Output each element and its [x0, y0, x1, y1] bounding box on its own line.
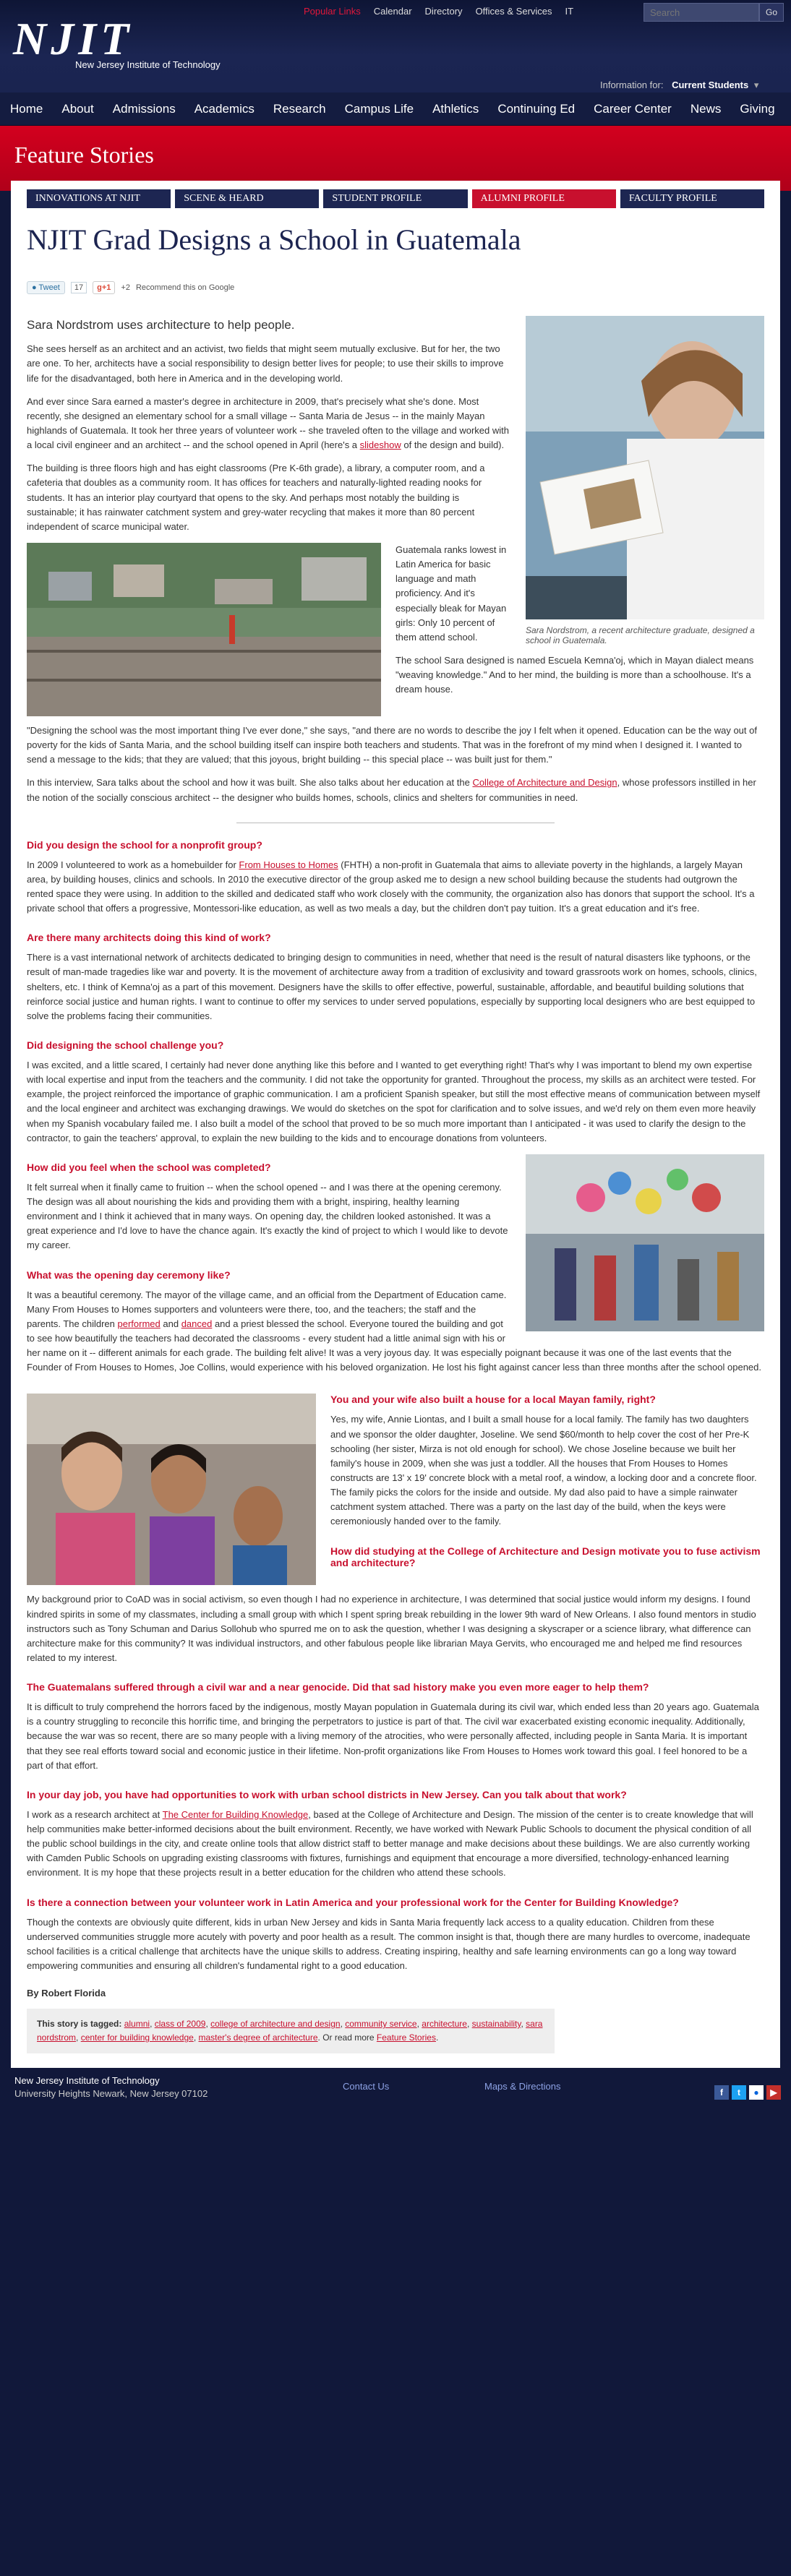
- tags-label: This story is tagged:: [37, 2019, 122, 2030]
- tab-scene-heard[interactable]: SCENE & HEARD: [175, 189, 319, 208]
- portrait-caption: Sara Nordstrom, a recent architecture graduate, designed a school in Guatemala.: [526, 625, 755, 645]
- flickr-icon[interactable]: ●: [749, 2085, 764, 2100]
- para-7: [27, 776, 764, 804]
- byline: By Robert Florida: [27, 1988, 106, 1999]
- answer-5-and: and: [160, 1318, 181, 1329]
- family-image: [27, 1394, 316, 1585]
- nav-home[interactable]: Home: [10, 101, 43, 116]
- question-7: How did studying at the College of Architecture and Design motivate you to fuse activism and architecture?: [330, 1545, 761, 1568]
- para-7-text: In this interview, Sara talks about the school and how it was built. She also talks about her education at the: [27, 777, 470, 789]
- answer-10: Though the contexts are obviously quite different, kids in urban New Jersey and kids in Santa Maria frequently lack access to a quality education. Children from these underserved communities struggle more acutely with poverty and poor health as a result. The common insight is that, though there are many hurdles to overcome, inadequate school facilities is a critical challenge that architects have the unique skills to address. Creating inspiring, healthy and safe learning environments can go a long way toward empowering communities and ensuring all children's fundamental right to a good education.: [27, 1916, 751, 1971]
- calendar-link[interactable]: Calendar: [373, 6, 412, 17]
- directory-link[interactable]: Directory: [424, 6, 463, 17]
- offices-link[interactable]: Offices & Services: [475, 6, 552, 17]
- answer-5-text: and a priest blessed the school. Everyone toured the building and got to see how beautifully the teachers had decorated the classrooms - every student had a little animal sign with his or her name on it -- different animals for each grade. The building felt alive! It was a very joyous day. It was especially poignant because it was one of the last events that the Founder of From Houses to Homes, Joe Collins, would experience with his beloved organization. He lost his fight against cancer less than three months after the school opened.: [27, 1318, 761, 1373]
- tab-student-profile[interactable]: STUDENT PROFILE: [323, 189, 467, 208]
- fhth-link[interactable]: From Houses to Homes: [239, 859, 338, 870]
- ceremony-figure: [526, 1154, 764, 1331]
- tag-link[interactable]: sara nordstrom: [37, 2019, 543, 2043]
- coad-link[interactable]: College of Architecture and Design: [472, 777, 617, 789]
- question-9: In your day job, you have had opportunities to work with urban school districts in New Jersey. Can you talk about that work?: [27, 1788, 627, 1800]
- twitter-icon[interactable]: t: [732, 2085, 746, 2100]
- answer-1-text: (FHTH) a non-profit in Guatemala that aims to alleviate poverty in the highlands, a largely Mayan area, by building houses, clinics and schools. In 2010 the executive director of the group asked me to design a new school building because the students had outgrown the rented space they were using. In addition to the skilled and dedicated staff who work closely with the community, the organization also has donors that support the school. It's a private school that offers a progressive, Montessori-like education, as well as two meals a day, but the children don't pay tuition. It's a great education and it's free.: [27, 859, 755, 914]
- article-lede: Sara Nordstrom uses architecture to help people.: [27, 318, 295, 332]
- danced-link[interactable]: danced: [181, 1318, 213, 1329]
- tag-link[interactable]: master's degree of architecture: [198, 2032, 318, 2043]
- village-construction-image: [27, 543, 381, 716]
- tag-link[interactable]: college of architecture and design: [210, 2019, 341, 2030]
- para-5: The school Sara designed is named Escuela Kemna'oj, which in Mayan dialect means "weaving knowledge." And to her mind, the building is more than a schoolhouse. It's a dream house.: [396, 655, 754, 695]
- answer-5-start: It was a beautiful ceremony. The mayor of the village came, and an official from the Department of Education came. Many From Houses to Homes supporters and volunteers were there, too, and the teachers; the staff and the parents. The children: [27, 1289, 507, 1329]
- nav-career-center[interactable]: Career Center: [594, 101, 672, 116]
- footer-name: New Jersey Institute of Technology: [14, 2075, 160, 2087]
- performed-link[interactable]: performed: [117, 1318, 161, 1329]
- search-input[interactable]: [644, 3, 759, 22]
- feature-stories-link[interactable]: Feature Stories: [376, 2032, 436, 2043]
- para-2-text: And ever since Sara earned a master's degree in architecture in 2009, that's precisely what she's done. Most recently, she designed an elementary school for a small village -- Santa Maria de Jesus -- in the mainly Mayan highlands of Guatemala. It took her three years of volunteer work -- she traveled often to the village and worked with a local civil engineer and an architect -- and the school opened in April (here's a: [27, 395, 509, 451]
- search-go-button[interactable]: Go: [759, 3, 784, 22]
- question-1: Did you design the school for a nonprofit group?: [27, 838, 262, 851]
- answer-1-start: In 2009 I volunteered to work as a homebuilder for: [27, 859, 236, 870]
- para-1: She sees herself as an architect and an activist, two fields that might seem mutually exclusive. But for her, the two are one. To her, architects have a social responsibility to design better lives for people; to use their skills to improve life for the disadvantaged, both here in America and in the developing world.: [27, 343, 504, 384]
- information-for[interactable]: [600, 80, 758, 91]
- twitter-icon: ●: [32, 283, 37, 292]
- footer-address: University Heights Newark, New Jersey 07102: [14, 2088, 208, 2100]
- article-title: NJIT Grad Designs a School in Guatemala: [27, 223, 521, 256]
- question-2: Are there many architects doing this kind of work?: [27, 932, 271, 944]
- maps-directions-link[interactable]: Maps & Directions: [484, 2081, 561, 2092]
- tab-alumni-profile[interactable]: ALUMNI PROFILE: [472, 189, 616, 208]
- answer-2: There is a vast international network of architects dedicated to bringing design to communities in need, whether that need is the result of natural disasters like typhoons, or the result of man-made tragedies like war and poverty. It is the movement of architecture away from a tradition of exclusivity and toward grassroots work on homes, schools, clinics, shelters, etc. I think of Kemna'oj as a part of this movement. Designers have the skills to offer effective, powerful, sustainable, affordable, and beautiful building solutions that reinforce social justice and human rights. I want to continue to offer my services to under served populations, especially by supporting local designers who are best equipped to solve the problems facing their communities.: [27, 952, 757, 1021]
- feature-tabs: [27, 181, 764, 208]
- nav-athletics[interactable]: Athletics: [432, 101, 479, 116]
- recommend-text: Recommend this on Google: [135, 283, 235, 292]
- tag-link[interactable]: alumni: [124, 2019, 150, 2030]
- content-area: [11, 181, 780, 2068]
- site-footer: [0, 2068, 791, 2118]
- answer-6: Yes, my wife, Annie Liontas, and I built a small house for a local family. The family has two daughters and we sponsor the older daughter, Joseline. We send $60/month to help cover the cost of her Pre-K schooling (her sister, Mirza is not old enough for school). We chose Joseline because we built her family's house in 2009, when she was just a toddler. All the houses that From Houses to Homes constructs are 13' x 19' concrete block with a metal roof, a window, a locking door and a concrete floor. The family picks the colors for the inside and outside. My dad also paid to have a simple rainwater catchment system attached. There was a party on the last day of the build, when the keys were ceremoniously handed over to the family.: [330, 1414, 757, 1527]
- tag-link[interactable]: architecture: [422, 2019, 467, 2030]
- tags-or: Or read more: [322, 2032, 375, 2043]
- portrait-figure: [526, 316, 764, 645]
- site-header: [0, 0, 791, 93]
- question-4: How did you feel when the school was completed?: [27, 1161, 271, 1173]
- para-2-end: of the design and build).: [401, 439, 505, 451]
- main-nav: [0, 93, 791, 126]
- tag-link[interactable]: community service: [345, 2019, 417, 2030]
- answer-8: It is difficult to truly comprehend the horrors faced by the indigenous, mostly Mayan population in Guatemala during its civil war, which ended less than 20 years ago. Guatemala is a country struggling to reconcile this horrific time, and bringing the perpetrators to justice is part of that. The civil war exacerbated existing economic inequality. Additionally, because the war was so recent, there are so many people with a living memory of the atrocities, who were personally affected, including people in Santa Maria. It is important that they see real efforts toward social and economic justice in their lifetime. Non-profit organizations like From Houses to Homes work toward this goal. I feel honored to be a part of that effort.: [27, 1701, 759, 1771]
- nav-continuing-ed[interactable]: Continuing Ed: [497, 101, 576, 116]
- para-6: "Designing the school was the most important thing I've ever done," she says, "and there are no words to describe the joy I felt when it opened. Education can be the way out of poverty for the kids of Santa Maria, and the school building itself can inspire both teachers and students. That was in the forefront of my mind when I designed it. I wanted to send a message to the kids; that they are valued; that this joyous, bright building -- this special place -- was built just for them.": [27, 725, 757, 765]
- sara-portrait-image: [526, 316, 764, 619]
- story-tags: This story is tagged: alumni, class of 2009, college of architecture and design, community service, architecture, sustainability, sara nordstrom, center for building knowledge, master's degree of architecture. Or read more Feature Stories.: [27, 2009, 555, 2053]
- nav-research[interactable]: Research: [273, 101, 326, 116]
- nav-giving[interactable]: Giving: [740, 101, 775, 116]
- question-10: Is there a connection between your volunteer work in Latin America and your professional work for the Center for Building Knowledge?: [27, 1896, 679, 1908]
- tab-innovations[interactable]: INNOVATIONS AT NJIT: [27, 189, 171, 208]
- nav-news[interactable]: News: [690, 101, 722, 116]
- question-3: Did designing the school challenge you?: [27, 1039, 224, 1051]
- njit-logo[interactable]: [13, 13, 221, 70]
- social-links: [714, 2085, 781, 2100]
- ceremony-image: [526, 1154, 764, 1331]
- gplus-button[interactable]: g+1: [93, 281, 115, 294]
- para-3: The building is three floors high and has eight classrooms (Pre K-6th grade), a library, a computer room, and a cafeteria that doubles as a community room. It has offices for teachers and naturally-lighted reading nooks for students. It has an interior play courtyard that opens to the sky. And perhaps most notably the building is sustainable; it has rainwater catchment system and grey-water recycling that makes it more than 80 percent independent of scarce municipal water.: [27, 463, 485, 532]
- para-7-end: , whose professors instilled in her the notion of the socially conscious architect -- the designer who builds homes, schools, clinics and shelters for communities in need.: [27, 777, 756, 803]
- cbk-link[interactable]: The Center for Building Knowledge: [162, 1808, 309, 1820]
- answer-7: My background prior to CoAD was in social activism, so even though I had no experience in architecture, I was determined that social justice would inform my designs. I found kindred spirits in some of my classmates, including a small group with which I spent spring break rebuilding in the lower 9th ward of New Orleans. I also found mentors in studio instructors such as Tony Schuman and Darius Sollohub who spurred me on to ask the question, whether I was designing a skyscraper or a science library, what difference can architecture make for this community? It was individual instructors, and other fabulous people like librarian Maya Gervits, who encouraged me and helped me find resources related to my interest.: [27, 1594, 756, 1663]
- chevron-down-icon: ▾: [753, 80, 759, 90]
- contact-us-link[interactable]: Contact Us: [343, 2081, 390, 2092]
- nav-academics[interactable]: Academics: [194, 101, 255, 116]
- question-6: You and your wife also built a house for a local Mayan family, right?: [330, 1394, 656, 1406]
- para-4: Guatemala ranks lowest in Latin America for basic language and math proficiency. And it's especially bleak for Mayan girls: Only 10 percent of them attend school.: [396, 544, 507, 643]
- popular-links[interactable]: Popular Links: [304, 6, 361, 17]
- logo-mark: NJIT: [13, 13, 134, 64]
- answer-9: [27, 1808, 764, 1881]
- family-figure: [27, 1394, 316, 1585]
- tweet-count: 17: [71, 282, 87, 293]
- info-for-label: Information for:: [600, 80, 664, 90]
- section-title: Feature Stories: [14, 142, 154, 168]
- nav-admissions[interactable]: Admissions: [112, 101, 176, 116]
- youtube-icon[interactable]: ▶: [766, 2085, 781, 2100]
- info-for-value[interactable]: Current Students: [672, 80, 749, 90]
- nav-about[interactable]: About: [61, 101, 94, 116]
- logo-name: New Jersey Institute of Technology: [75, 59, 221, 70]
- utility-nav: [304, 6, 573, 17]
- answer-9-start: I work as a research architect at: [27, 1808, 161, 1820]
- tweet-button[interactable]: [27, 281, 65, 294]
- village-figure: [27, 543, 381, 716]
- answer-4: It felt surreal when it finally came to fruition -- when the school opened -- and I was there at the opening ceremony. The design was all about nourishing the kids and providing them with a bright, inspiring, healthy learning environment and I think it achieved that in many ways. On opening day, the children looked astonished. It was a great experience and I'd love to have the chance again. It's exactly the kind of project to which I would like to devote my career.: [27, 1181, 508, 1251]
- answer-3: I was excited, and a little scared, I certainly had never done anything like this before and I wanted to get everything right! That's why I was important to blend my own expertise with local expertise and input from the teachers and the community. I did not take the opportunity for granted. Throughout the process, my skills as an architect were tested. For example, the project reinforced the importance of graphic communication. I am a proficient Spanish speaker, but still the most effective means of communication between myself and the local engineer and architect was exchanging drawings. We would do sketches on the spot for clarification and to solve issues, and we'd rely on them even more heavily when my Spanish vocabulary failed me. I also built a model of the school that proved to be so much more important than I anticipated - it was used to clarify the design to the contractor, to gain the teachers' approval, to explain the new building to the kids and to encourage donations from volunteers.: [27, 1060, 761, 1143]
- question-8: The Guatemalans suffered through a civil war and a near genocide. Did that sad history make you even more eager to help them?: [27, 1681, 649, 1693]
- tweet-label: Tweet: [38, 283, 60, 292]
- answer-9-text: , based at the College of Architecture and Design. The mission of the center is to create knowledge that will help communities make better-informed decisions about the built environment. Recently, we have worked with Newark Public Schools to document the physical condition of all the public school buildings in the city, and create online tools that allow district staff to better manage and make decisions about these buildings. We are also currently working with Camden Public Schools on upgrading existing classrooms with fixtures, furnishings and equipment that encourage a more diversified, technology-enhanced learning environment. It is my hope that these projects result in a better education for the children who attend these schools.: [27, 1808, 753, 1879]
- question-5: What was the opening day ceremony like?: [27, 1268, 231, 1281]
- share-bar: [27, 281, 764, 294]
- answer-1: [27, 858, 764, 916]
- facebook-icon[interactable]: f: [714, 2085, 729, 2100]
- slideshow-link[interactable]: slideshow: [359, 439, 401, 451]
- gplus-count: +2: [121, 283, 130, 292]
- it-link[interactable]: IT: [565, 6, 574, 17]
- tag-link[interactable]: sustainability: [471, 2019, 521, 2030]
- tab-faculty-profile[interactable]: FACULTY PROFILE: [620, 189, 764, 208]
- tag-link[interactable]: class of 2009: [154, 2019, 206, 2030]
- tag-link[interactable]: center for building knowledge: [80, 2032, 194, 2043]
- nav-campus-life[interactable]: Campus Life: [344, 101, 414, 116]
